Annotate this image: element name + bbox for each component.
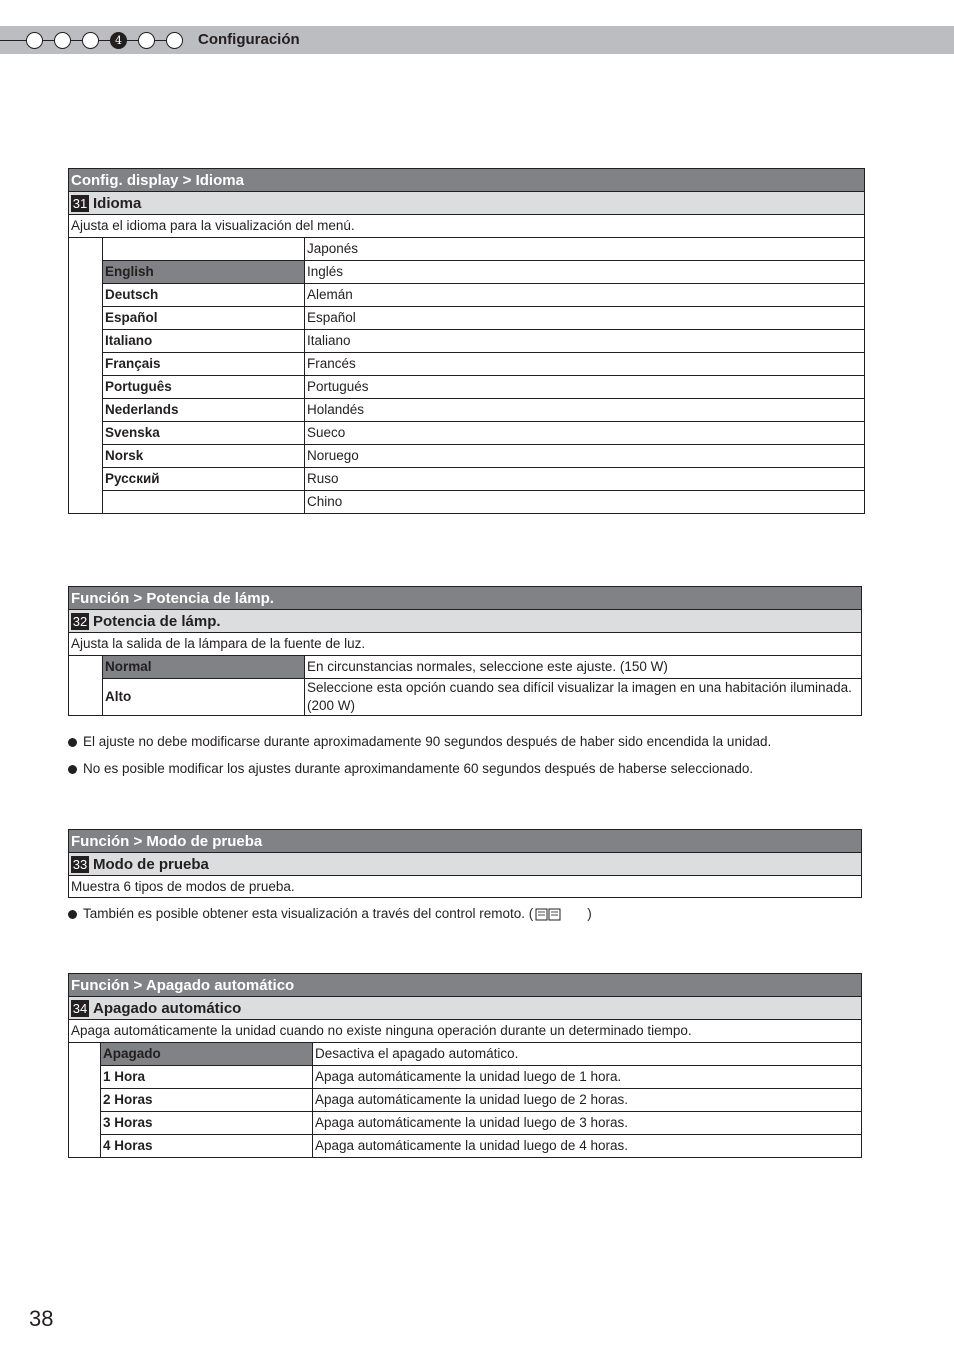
option-label: Nederlands [103, 399, 305, 422]
option-value: Francés [305, 353, 865, 376]
option-value: Sueco [305, 422, 865, 445]
option-value: Chino [305, 491, 865, 514]
table-row [69, 491, 865, 514]
table-indent-cell [69, 1043, 101, 1158]
table-row [69, 1066, 862, 1089]
note-item [68, 760, 753, 778]
option-value: Inglés [305, 261, 865, 284]
step-circle-icon [166, 32, 183, 49]
section-idioma [68, 168, 865, 514]
book-icon [535, 907, 561, 921]
section-heading: Config. display > Idioma [68, 168, 865, 191]
subsection-heading [68, 852, 862, 875]
options-table [68, 655, 862, 716]
subsection-title: Idioma [93, 194, 142, 212]
section-heading: Función > Modo de prueba [68, 829, 862, 852]
option-label [103, 238, 305, 261]
table-row [69, 422, 865, 445]
item-number-badge: 34 [72, 1000, 88, 1016]
step-circle-active-icon: 4 [110, 32, 127, 49]
option-label: Svenska [103, 422, 305, 445]
table-row [69, 261, 865, 284]
option-value: Apaga automáticamente la unidad luego de 2 horas. [313, 1089, 862, 1112]
step-connector [71, 40, 82, 41]
table-row [69, 1112, 862, 1135]
option-label-default: English [103, 261, 305, 284]
section-modo-prueba [68, 829, 862, 898]
table-row [69, 330, 865, 353]
option-label: 3 Horas [101, 1112, 313, 1135]
option-label: Português [103, 376, 305, 399]
page-number: 38 [29, 1306, 54, 1331]
option-value: Seleccione esta opción cuando sea difícil visualizar la imagen en una habitación iluminada. (200 W) [305, 679, 862, 716]
subsection-title: Modo de prueba [93, 855, 209, 873]
option-label-default: Apagado [101, 1043, 313, 1066]
table-row [69, 284, 865, 307]
step-connector [43, 40, 54, 41]
option-label: Italiano [103, 330, 305, 353]
chapter-title: Configuración [198, 31, 300, 48]
option-value: Japonés [305, 238, 865, 261]
section-potencia-lampara [68, 586, 862, 716]
option-label: 1 Hora [101, 1066, 313, 1089]
section-heading: Función > Potencia de lámp. [68, 586, 862, 609]
subsection-title: Apagado automático [93, 999, 242, 1017]
table-row [69, 399, 865, 422]
note-item [68, 905, 592, 923]
table-row [69, 238, 865, 261]
section-description: Ajusta la salida de la lámpara de la fuente de luz. [68, 632, 862, 655]
option-value: Noruego [305, 445, 865, 468]
option-value: Alemán [305, 284, 865, 307]
bullet-dot-icon [68, 738, 77, 747]
table-indent-cell [69, 238, 103, 514]
section-description: Ajusta el idioma para la visualización del menú. [68, 214, 865, 237]
table-row [69, 679, 862, 716]
option-label: 4 Horas [101, 1135, 313, 1158]
table-row [69, 353, 865, 376]
table-row [69, 376, 865, 399]
step-circle-icon [82, 32, 99, 49]
note-item [68, 733, 771, 751]
table-indent-cell [69, 656, 103, 716]
option-label [103, 491, 305, 514]
options-table [68, 1042, 862, 1158]
note-text-close: ) [587, 906, 592, 921]
options-table [68, 237, 865, 514]
note-text: También es posible obtener esta visualización a través del control remoto. ( [83, 906, 534, 921]
chapter-step-indicator [26, 31, 183, 49]
table-row [69, 656, 862, 679]
subsection-heading [68, 191, 865, 214]
option-value: Apaga automáticamente la unidad luego de 4 horas. [313, 1135, 862, 1158]
option-label: Español [103, 307, 305, 330]
option-value: Italiano [305, 330, 865, 353]
subsection-heading [68, 609, 862, 632]
option-value: Ruso [305, 468, 865, 491]
option-value: Apaga automáticamente la unidad luego de 1 hora. [313, 1066, 862, 1089]
subsection-title: Potencia de lámp. [93, 612, 221, 630]
option-value: En circunstancias normales, seleccione este ajuste. (150 W) [305, 656, 862, 679]
note-text: El ajuste no debe modificarse durante aproximadamente 90 segundos después de haber sido encendida la unidad. [83, 734, 772, 749]
table-row [69, 1043, 862, 1066]
step-connector [99, 40, 110, 41]
subsection-heading [68, 996, 862, 1019]
option-value: Español [305, 307, 865, 330]
table-row [69, 1135, 862, 1158]
option-label: Norsk [103, 445, 305, 468]
option-label: 2 Horas [101, 1089, 313, 1112]
section-heading: Función > Apagado automático [68, 973, 862, 996]
item-number-badge: 32 [72, 613, 88, 629]
option-label: Alto [103, 679, 305, 716]
step-circle-icon [26, 32, 43, 49]
option-value: Desactiva el apagado automático. [313, 1043, 862, 1066]
item-number-badge: 31 [72, 195, 88, 211]
step-connector [155, 40, 166, 41]
table-row [69, 468, 865, 491]
option-value: Apaga automáticamente la unidad luego de 3 horas. [313, 1112, 862, 1135]
option-label: Deutsch [103, 284, 305, 307]
bullet-dot-icon [68, 765, 77, 774]
section-description: Apaga automáticamente la unidad cuando no existe ninguna operación durante un determinado tiempo. [68, 1019, 862, 1042]
step-circle-icon [54, 32, 71, 49]
table-row [69, 445, 865, 468]
step-circle-icon [138, 32, 155, 49]
bullet-dot-icon [68, 910, 77, 919]
option-value: Holandés [305, 399, 865, 422]
section-apagado-automatico [68, 973, 862, 1158]
table-row [69, 307, 865, 330]
table-row [69, 1089, 862, 1112]
section-description: Muestra 6 tipos de modos de prueba. [68, 875, 862, 898]
note-text: No es posible modificar los ajustes durante aproximandamente 60 segundos después de haberse seleccionado. [83, 761, 754, 776]
option-value: Portugués [305, 376, 865, 399]
step-connector [127, 40, 138, 41]
option-label-default: Normal [103, 656, 305, 679]
option-label: Русский [103, 468, 305, 491]
item-number-badge: 33 [72, 856, 88, 872]
option-label: Français [103, 353, 305, 376]
